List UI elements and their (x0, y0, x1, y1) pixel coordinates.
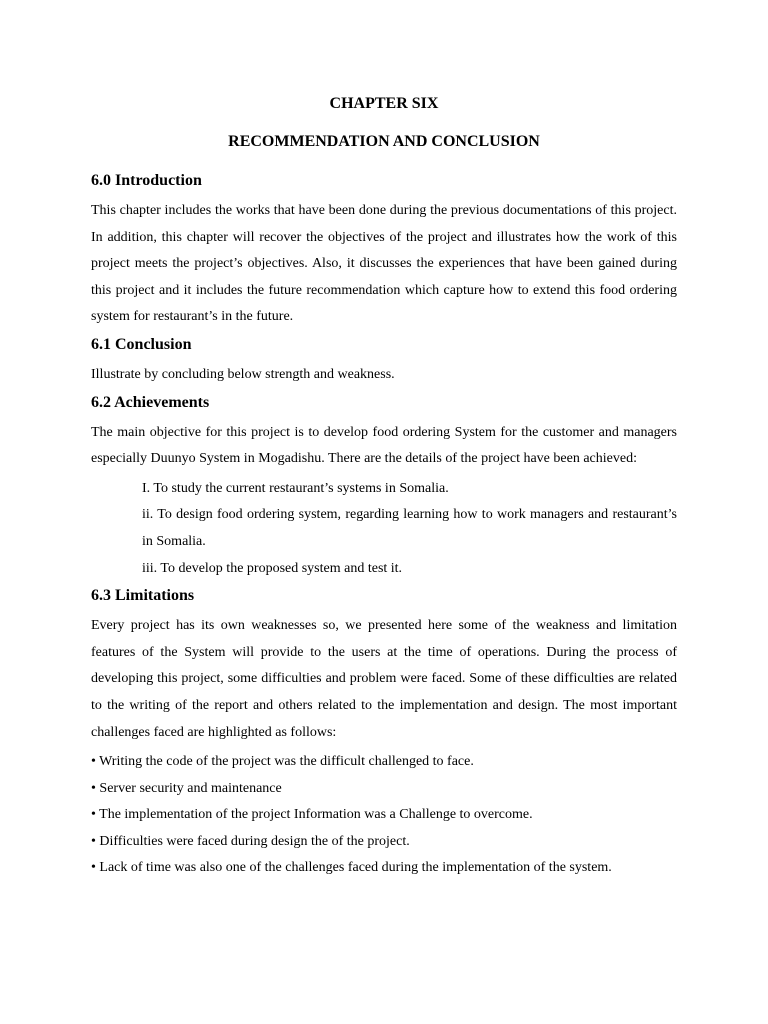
list-item: • The implementation of the project Information was a Challenge to overcome. (91, 807, 533, 823)
list-item: iii. To develop the proposed system and test it. (142, 560, 403, 576)
section-introduction (91, 170, 677, 331)
achievements-list (91, 476, 677, 582)
section-heading-conclusion: 6.1 Conclusion (91, 335, 192, 353)
list-item: • Writing the code of the project was the difficult challenged to face. (91, 754, 474, 770)
list-item: • Server security and maintenance (91, 780, 282, 796)
chapter-subtitle: RECOMMENDATION AND CONCLUSION (228, 133, 540, 150)
achievements-paragraph: The main objective for this project is to develop food ordering System for the customer and managers especially Duunyo System in Mogadishu. There are the details of the project have been achieved: (91, 424, 677, 467)
list-item: • Difficulties were faced during design the of the project. (91, 833, 410, 849)
list-item: • Lack of time was also one of the challenges faced during the implementation of the system. (91, 860, 612, 876)
limitations-paragraph: Every project has its own weaknesses so, we presented here some of the weakness and limitation features of the System will provide to the users at the time of operations. During the process of developing this project, some difficulties and problem were faced. Some of these difficulties are related to the writing of the report and others related to the implementation and design. The most important challenges faced are highlighted as follows: (91, 618, 677, 740)
conclusion-paragraph: Illustrate by concluding below strength and weakness. (91, 366, 395, 382)
section-limitations (91, 585, 677, 882)
limitations-list (91, 749, 677, 882)
list-item: I. To study the current restaurant’s systems in Somalia. (142, 480, 449, 496)
section-conclusion (91, 334, 677, 389)
introduction-paragraph: This chapter includes the works that have been done during the previous documentations of this project. In addition, this chapter will recover the objectives of the project and illustrates how the work of this project meets the project’s objectives. Also, it discusses the experiences that have been gained during this project and it includes the future recommendation which capture how to extend this food ordering system for restaurant’s in the future. (91, 203, 677, 325)
document-body (91, 170, 677, 882)
chapter-title: CHAPTER SIX (329, 95, 439, 112)
list-item: ii. To design food ordering system, regarding learning how to work managers and restaurant’s in Somalia. (142, 507, 677, 549)
section-heading-limitations: 6.3 Limitations (91, 587, 195, 605)
section-heading-introduction: 6.0 Introduction (91, 172, 202, 189)
section-achievements (91, 392, 677, 583)
section-heading-achievements: 6.2 Achievements (91, 393, 210, 411)
